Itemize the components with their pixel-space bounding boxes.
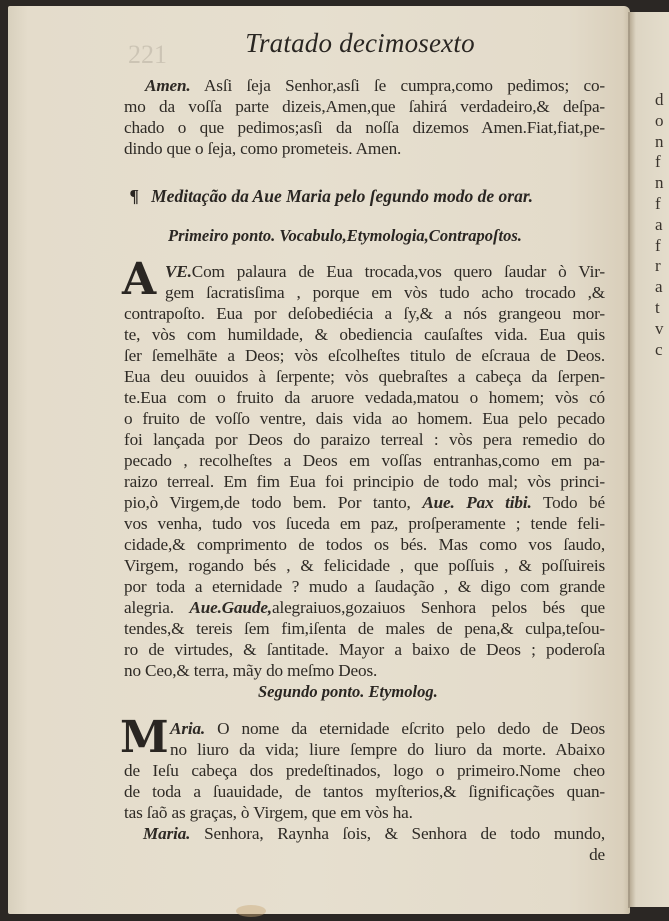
facing-page-letter: a [655, 214, 663, 234]
latin-phrase: Aue.Gaude, [189, 598, 272, 617]
body-line: de toda a ſuauidade, de tantos myſterios,& ſignificações quan- [124, 782, 605, 801]
body-line: contrapoſto. Eua por deſobediécia a ſy,& a nós grangeou mor- [124, 304, 605, 323]
facing-page-letter: n [655, 173, 664, 193]
body-text: alegraiuos,gozaiuos Senhora pelos bés que [271, 598, 605, 617]
facing-page-letter: n [655, 131, 664, 151]
body-text: O nome da eternidade eſcrito pelo dedo de Deos [217, 719, 605, 738]
paper-stain [236, 905, 266, 917]
body-line: ſer ſemelhāte a Deos; vòs eſcolheſtes titulo de eſcraua de Deos. [124, 346, 605, 365]
body-line: tas ſaõ as graças, ò Virgem, que em vòs ha. [124, 803, 413, 822]
body-line [124, 493, 605, 513]
latin-phrase: Aue. Pax tibi. [422, 493, 532, 512]
body-line: gem ſacratisſima , porque em vòs tudo acho trocado ,& [165, 283, 605, 302]
facing-page-letter: t [655, 298, 660, 317]
bleed-page-number: 221 [128, 40, 167, 69]
body-line: Eua deu ouuidos à ſerpente; vòs quebraſtes a cabeça da ſerpen- [124, 367, 605, 386]
body-line [143, 824, 605, 844]
facing-page-letter: o [655, 110, 664, 130]
body-line: de Ieſu cabeça dos predeſtinados, logo o primeiro.Nome cheo [124, 761, 605, 780]
body-line: o fruito de voſſo ventre, dais vida ao homem. Eua pelo pecado [124, 409, 605, 428]
first-point-heading: Primeiro ponto. Vocabulo,Etymologia,Contrapoſtos. [168, 226, 522, 245]
body-line [165, 262, 605, 282]
facing-page-letter: d [655, 90, 664, 109]
facing-page-letter: a [655, 277, 663, 297]
body-line: foi lançada por Deos do paraizo terreal : vòs pera remedio do [124, 430, 605, 449]
body-line: te.Eua com o fruito da aruore vedada,matou o homem; vòs có [124, 388, 605, 407]
body-line: pecado , recolheſtes a Deos em voſſas entranhas,como em pa- [124, 451, 605, 470]
facing-page-letter: f [655, 152, 661, 172]
first-point-lead: VE. [165, 262, 192, 281]
drop-cap-a: A [122, 254, 157, 305]
maria-lead: Maria. [143, 824, 191, 843]
body-text: alegria. [124, 598, 174, 617]
body-line: ro de virtudes, & ſantitade. Mayor a baixo de Deos ; poderoſa [124, 640, 605, 659]
body-line: por toda a eternidade ? mudo a ſaudação , & digo com grande [124, 577, 605, 596]
section-heading [130, 186, 533, 207]
body-line: no liuro da vida; liure ſempre do liuro da morte. Abaixo [170, 740, 605, 759]
body-line: raizo terreal. Em fim Eua foi principio de todo mal; vòs princi- [124, 472, 605, 491]
catchword: de [589, 845, 605, 864]
body-line: te, vòs com humildade, & obediencia cauſaſtes vida. Eua quis [124, 325, 605, 344]
body-text: Senhora, Raynha ſois, & Senhora de todo mundo, [204, 824, 605, 843]
facing-page-letter: r [655, 256, 661, 276]
intro-line-4: dindo que o ſeja, como prometeis. Amen. [124, 139, 402, 158]
body-line: no Ceo,& terra, mãy do meſmo Deos. [124, 661, 378, 680]
body-line: cidade,& comprimento de todos os bés. Mas como vos ſaudo, [124, 535, 605, 554]
facing-page-letter: v [655, 318, 664, 338]
body-text: pio,ò Virgem,de todo bem. Por tanto, [124, 493, 411, 512]
intro-lead-word: Amen. [145, 76, 191, 95]
facing-page-letter: f [655, 235, 661, 255]
paragraph-mark-icon: ¶ [130, 186, 139, 206]
drop-cap-m: M [120, 712, 169, 763]
intro-text: Asſi ſeja Senhor,asſi ſe cumpra,como pedimos; co- [204, 76, 605, 95]
section-heading-text: Meditação da Aue Maria pelo ſegundo modo de orar. [151, 186, 534, 206]
running-title: Tratado decimosexto [245, 28, 475, 58]
body-line [124, 598, 605, 618]
facing-page-letter: c [655, 339, 663, 359]
facing-page-letter: f [655, 194, 661, 213]
intro-line-2: mo da voſſa parte dizeis,Amen,que ſahirá verdadeiro,& deſpa- [124, 97, 605, 116]
body-line: tendes,& tereis ſem fim,iſenta de males de pena,& culpa,teſou- [124, 619, 605, 638]
second-point-heading: Segundo ponto. Etymolog. [258, 682, 438, 701]
body-text: Com palaura de Eua trocada,vos quero ſaudar ò Vir- [191, 262, 605, 281]
body-line: Virgem, rogando bés , & felicidade , que poſſuis , & poſſuireis [124, 556, 605, 575]
body-text: Todo bé [542, 493, 605, 512]
intro-line-1 [145, 76, 605, 96]
second-point-lead: Aria. [170, 719, 206, 738]
body-line [170, 719, 605, 739]
body-line: vos venha, tudo vos ſuceda em paz, proſperamente ; tende feli- [124, 514, 605, 533]
intro-line-3: chado o que pedimos;asſi da noſſa dizemos Amen.Fiat,fiat,pe- [124, 118, 605, 137]
